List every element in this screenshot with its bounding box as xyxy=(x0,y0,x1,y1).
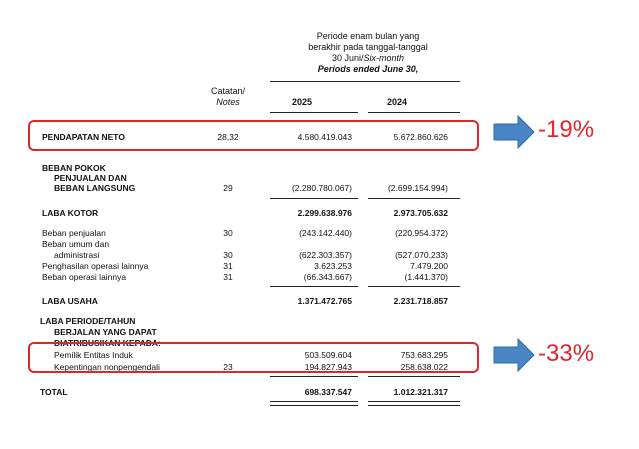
parent-2025: 503.509.604 xyxy=(304,350,352,360)
rule xyxy=(270,286,358,287)
parent-label: Pemilik Entitas Induk xyxy=(54,350,133,360)
other-income-2025: 3.623.253 xyxy=(314,261,352,271)
selling-2024: (220.954.372) xyxy=(395,228,448,238)
nci-label: Kepentingan nonpengendali xyxy=(54,362,160,372)
year-2025: 2025 xyxy=(292,97,313,107)
revenue-change-label: -19% xyxy=(538,116,595,143)
revenue-highlight-box xyxy=(28,120,479,151)
other-expense-2024: (1.441.370) xyxy=(404,272,448,282)
profit-label-2: BERJALAN YANG DAPAT xyxy=(54,327,157,337)
notes-line-1: Catatan/ xyxy=(210,86,246,96)
header-rule xyxy=(270,81,460,82)
notes-line-2: Notes xyxy=(216,97,240,107)
admin-label-2: administrasi xyxy=(54,250,100,260)
cost-2024: (2.699.154.994) xyxy=(387,183,448,193)
year-rule-2024 xyxy=(368,112,460,113)
op-income-2024: 2.231.718.857 xyxy=(393,296,448,306)
nci-2024: 258.638.022 xyxy=(400,362,448,372)
period-line-1: Periode enam bulan yang xyxy=(316,31,420,41)
arrow-right-icon xyxy=(493,115,535,149)
selling-note: 30 xyxy=(223,228,233,238)
rule xyxy=(368,286,460,287)
period-line-3 xyxy=(262,53,474,64)
profit-highlight-box xyxy=(28,342,479,373)
cost-2025: (2.280.780.067) xyxy=(291,183,352,193)
admin-label-1: Beban umum dan xyxy=(42,239,110,249)
admin-2024: (527.070.233) xyxy=(395,250,448,260)
other-income-note: 31 xyxy=(223,261,233,271)
rule xyxy=(270,198,358,199)
other-income-label: Penghasilan operasi lainnya xyxy=(42,261,149,271)
rule xyxy=(270,376,358,377)
revenue-2024: 5.672.860.626 xyxy=(393,132,448,142)
parent-2024: 753.683.295 xyxy=(400,350,448,360)
profit-label-1: LABA PERIODE/TAHUN xyxy=(40,316,136,326)
period-line-3-text: 30 Juni/ xyxy=(331,53,364,63)
total-2024: 1.012.321.317 xyxy=(393,387,448,397)
period-header xyxy=(262,31,474,75)
profit-label-3: DIATRIBUSIKAN KEPADA: xyxy=(54,338,161,348)
admin-note: 30 xyxy=(223,250,233,260)
revenue-note: 28,32 xyxy=(217,132,239,142)
year-2024: 2024 xyxy=(387,97,408,107)
total-label: TOTAL xyxy=(40,387,68,397)
rule xyxy=(368,376,460,377)
period-line-3-italic: Six-month xyxy=(363,53,405,63)
double-rule xyxy=(368,401,460,406)
admin-2025: (622.303.357) xyxy=(299,250,352,260)
cost-note: 29 xyxy=(223,183,233,193)
period-line-4: Periods ended June 30, xyxy=(317,64,419,74)
other-expense-2025: (66.343.667) xyxy=(303,272,352,282)
other-expense-label: Beban operasi lainnya xyxy=(42,272,127,282)
nci-note: 23 xyxy=(223,362,233,372)
selling-2025: (243.142.440) xyxy=(299,228,352,238)
op-income-label: LABA USAHA xyxy=(42,296,98,306)
rule xyxy=(368,198,460,199)
profit-change-label: -33% xyxy=(538,340,595,367)
double-rule xyxy=(270,401,358,406)
total-2025: 698.337.547 xyxy=(304,387,352,397)
selling-label: Beban penjualan xyxy=(42,228,106,238)
other-expense-note: 31 xyxy=(223,272,233,282)
year-rule-2025 xyxy=(270,112,358,113)
nci-2025: 194.827.943 xyxy=(304,362,352,372)
cost-label-3: BEBAN LANGSUNG xyxy=(54,183,136,193)
other-income-2024: 7.479.200 xyxy=(410,261,448,271)
revenue-2025: 4.580.419.043 xyxy=(297,132,352,142)
arrow-right-icon xyxy=(493,338,535,372)
gross-2024: 2.973.705.632 xyxy=(393,208,448,218)
gross-2025: 2.299.638.976 xyxy=(297,208,352,218)
period-line-2: berakhir pada tanggal-tanggal xyxy=(308,42,428,52)
gross-label: LABA KOTOR xyxy=(42,208,99,218)
cost-label-2: PENJUALAN DAN xyxy=(54,173,127,183)
cost-label-1: BEBAN POKOK xyxy=(42,163,106,173)
op-income-2025: 1.371.472.765 xyxy=(297,296,352,306)
revenue-label: PENDAPATAN NETO xyxy=(42,132,125,142)
notes-header xyxy=(205,86,251,108)
